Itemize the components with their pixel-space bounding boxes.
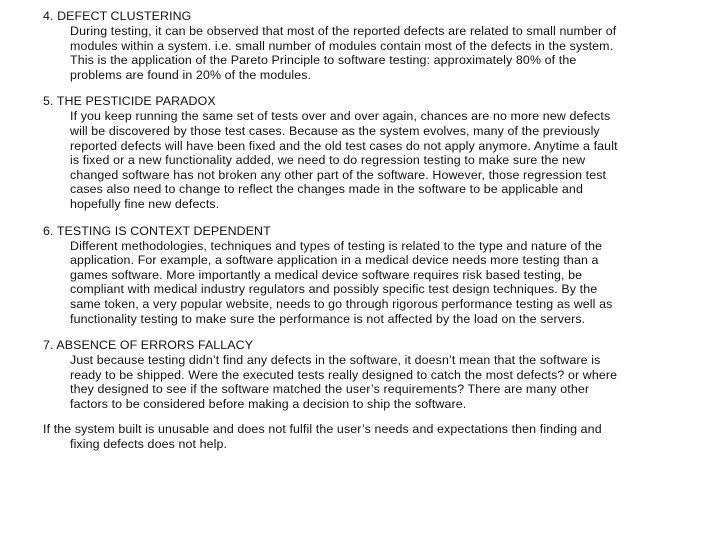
paragraph-line: ready to be shipped. Were the executed tests really designed to catch the most defects? or where	[70, 367, 618, 382]
section-pesticide-paradox	[43, 93, 683, 211]
paragraph-line: Just because testing didn’t find any defects in the software, it doesn’t mean that the software is	[70, 353, 601, 368]
closing-line: If the system built is unusable and does not fulfil the user’s needs and expectations then finding and	[43, 422, 602, 437]
section-heading: 7. ABSENCE OF ERRORS FALLACY	[43, 338, 254, 353]
paragraph-line: changed software has not broken any other part of the software. However, those regression test	[70, 167, 607, 182]
paragraph-line: they designed to see if the software matched the user’s requirements? There are many other	[70, 382, 590, 397]
paragraph-line: This is the application of the Pareto Principle to software testing: approximately 80% of the	[70, 53, 577, 68]
paragraph-line: If you keep running the same set of tests over and over again, chances are no more new defects	[70, 109, 611, 124]
section-heading: 5. THE PESTICIDE PARADOX	[43, 94, 216, 109]
paragraph-line: games software. More importantly a medical device software requires risk based testing, be	[70, 267, 583, 282]
section-paragraph	[70, 239, 683, 327]
paragraph-line: Different methodologies, techniques and types of testing is related to the type and nature of the	[70, 238, 603, 253]
paragraph-line: is fixed or a new functionality added, we need to do regression testing to make sure the new	[70, 153, 586, 168]
paragraph-line: same token, a very popular website, needs to go through rigorous performance testing as well as	[70, 296, 613, 311]
paragraph-line: hopefully fine new defects.	[70, 196, 220, 211]
section-heading: 4. DEFECT CLUSTERING	[43, 9, 192, 23]
section-heading: 6. TESTING IS CONTEXT DEPENDENT	[43, 223, 271, 238]
paragraph-line: will be discovered by those test cases. Because as the system evolves, many of the previously	[70, 123, 600, 138]
paragraph-line: modules within a system. i.e. small number of modules contain most of the defects in the system.	[70, 38, 614, 53]
paragraph-line: compliant with medical industry regulators and possibly specific test design techniques. By the	[70, 282, 598, 297]
document-body	[43, 8, 683, 452]
paragraph-line: reported defects will have been fixed and the old test cases do not apply anymore. Anytime a fault	[70, 138, 618, 153]
paragraph-line: cases also need to change to reflect the changes made in the software to be applicable and	[70, 182, 583, 197]
paragraph-line: functionality testing to make sure the performance is not affected by the load on the servers.	[70, 311, 586, 326]
paragraph-line: factors to be considered before making a decision to ship the software.	[70, 396, 467, 411]
section-paragraph	[70, 24, 683, 82]
section-defect-clustering	[43, 8, 683, 82]
paragraph-line: problems are found in 20% of the modules.	[70, 67, 312, 82]
section-absence-of-errors	[43, 337, 683, 411]
section-paragraph	[70, 353, 683, 411]
section-paragraph	[70, 109, 683, 211]
paragraph-line: application. For example, a software application in a medical device needs more testing than a	[70, 253, 599, 268]
section-context-dependent	[43, 223, 683, 327]
closing-paragraph	[43, 422, 683, 451]
closing-line: fixing defects does not help.	[70, 437, 228, 452]
paragraph-line: During testing, it can be observed that most of the reported defects are related to small number of	[70, 24, 617, 38]
